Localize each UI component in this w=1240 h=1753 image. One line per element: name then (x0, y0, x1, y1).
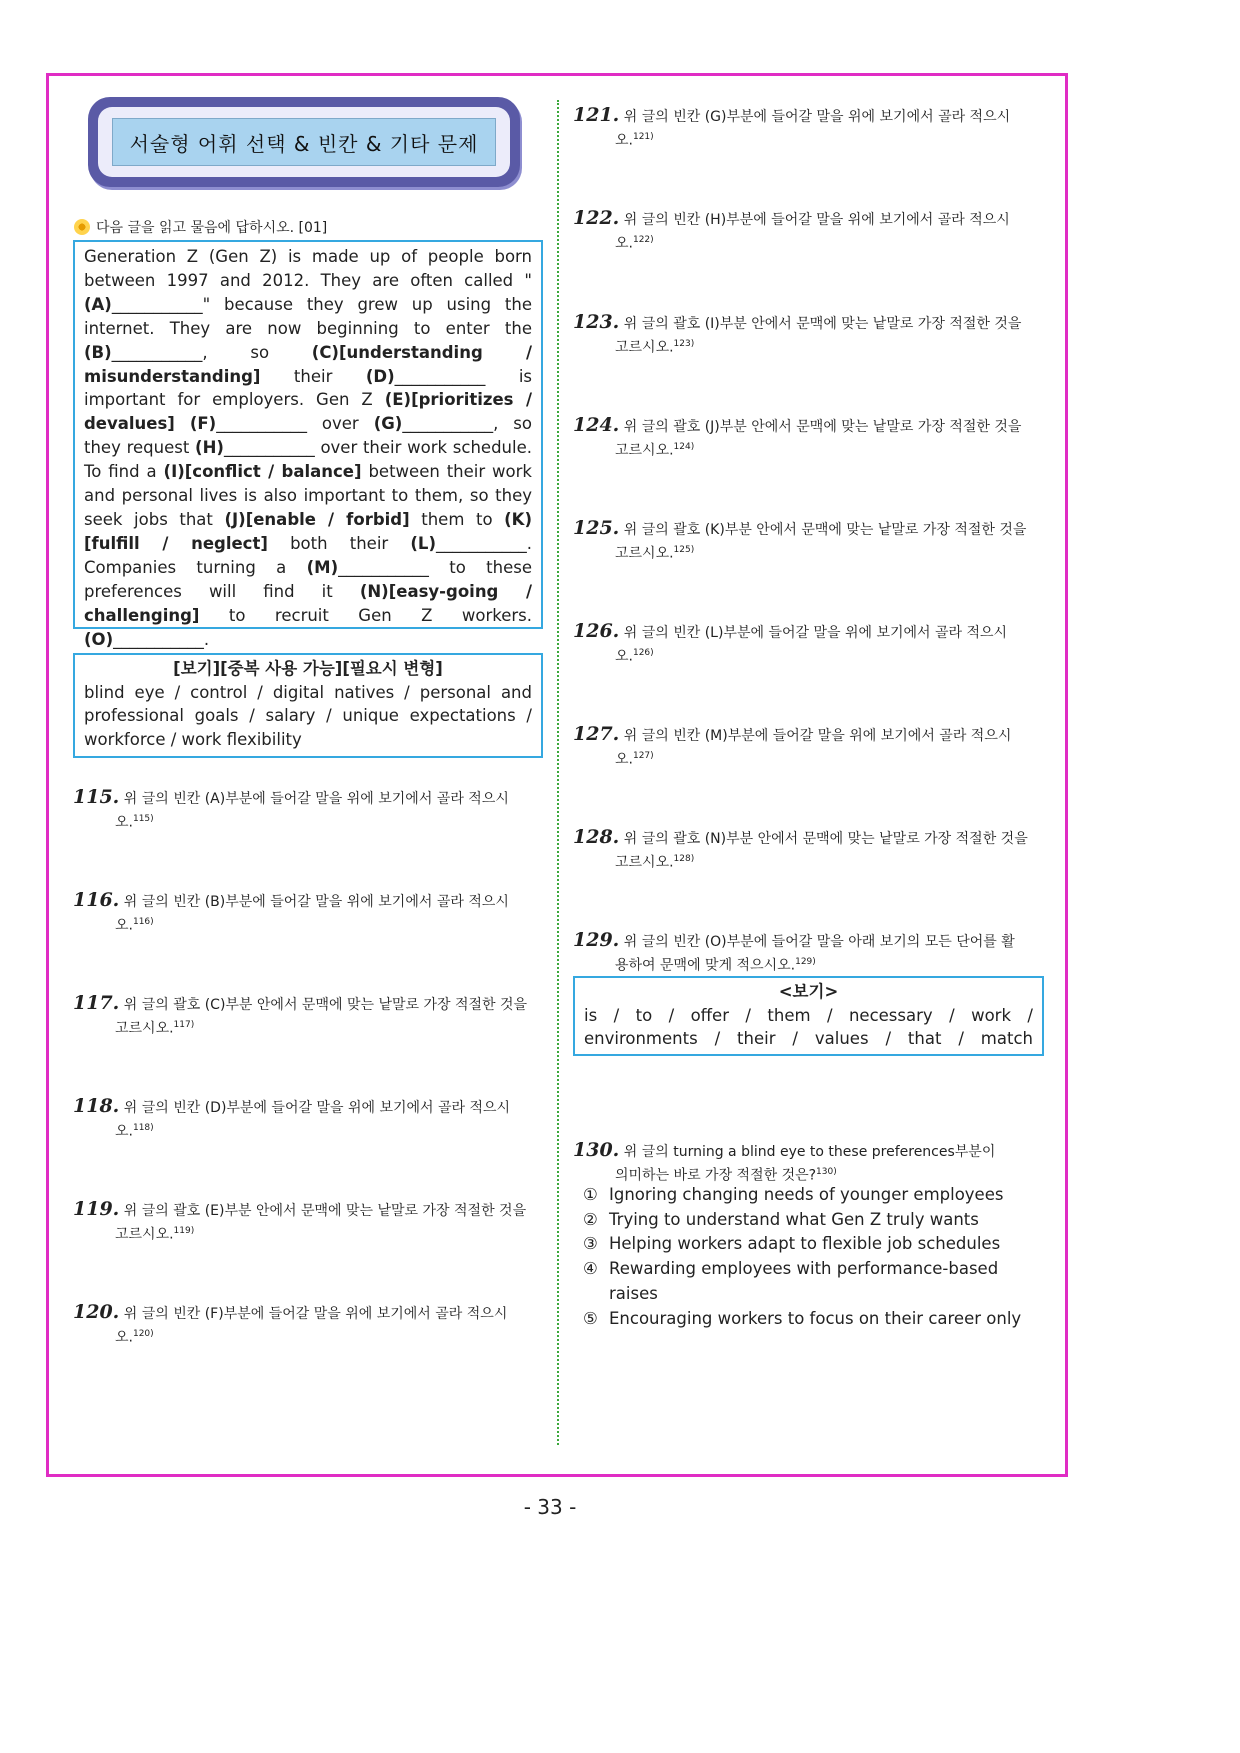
question-ref: 115) (132, 814, 154, 824)
option-2 (583, 1208, 1043, 1233)
option-text: Helping workers adapt to flexible job schedules (609, 1234, 1001, 1254)
question-number: 123. (573, 311, 620, 333)
question-text: 위 글의 turning a blind eye to these preferences부분이 (623, 1144, 996, 1160)
question-ref: 126) (632, 648, 654, 658)
passage-text: to recruit Gen Z workers. (199, 605, 532, 625)
question-129 (573, 930, 1045, 976)
question-ref: 123) (673, 339, 695, 349)
word-bank-title: [보기][중복 사용 가능][필요시 변형] (173, 659, 443, 678)
question-text: 위 글의 빈칸 (A)부분에 들어갈 말을 위에 보기에서 골라 적으시 (123, 791, 509, 807)
option-number: ③ (583, 1234, 598, 1254)
question-ref: 117) (173, 1020, 195, 1030)
passage-marker: (E)[prioritizes / devalues] (84, 390, 533, 434)
answer-options (583, 1183, 1043, 1331)
passage-marker: (F) (189, 414, 217, 434)
passage-marker: (A) (84, 294, 112, 314)
question-127 (573, 724, 1045, 770)
passage-text (175, 414, 190, 433)
passage-marker: (N)[easy-going / challenging] (84, 581, 532, 625)
question-119 (73, 1199, 543, 1245)
question-number: 118. (73, 1095, 120, 1117)
option-text: Rewarding employees with performance-based raises (609, 1259, 999, 1303)
word-bank-2-title: <보기> (778, 982, 839, 1001)
question-text-cont: 의미하는 바로 가장 적절한 것은? (615, 1167, 817, 1184)
option-3 (583, 1232, 1043, 1257)
question-text-cont: 오. (115, 814, 133, 831)
passage-marker: (K)[fulfill / neglect] (84, 509, 533, 553)
page-title: 서술형 어휘 선택 & 빈칸 & 기타 문제 (112, 118, 496, 166)
question-number: 128. (573, 826, 620, 848)
question-text-cont: 고르시오. (615, 339, 674, 356)
question-124 (573, 415, 1045, 461)
passage-text: Generation Z (Gen Z) is made up of people born between 1997 and 2012. They are often called " (84, 247, 532, 290)
question-text-cont: 고르시오. (115, 1020, 174, 1037)
question-number: 126. (573, 620, 620, 642)
question-text: 위 글의 빈칸 (G)부분에 들어갈 말을 위에 보기에서 골라 적으시 (623, 109, 1011, 125)
flower-icon (74, 219, 90, 235)
question-text: 위 글의 빈칸 (M)부분에 들어갈 말을 위에 보기에서 골라 적으시 (623, 728, 1012, 744)
question-ref: 121) (632, 132, 654, 142)
word-bank-2-line1: is / to / offer / them / necessary / work / (584, 1005, 1033, 1025)
question-text-cont: 고르시오. (615, 545, 674, 562)
page-number: - 33 - (523, 1495, 577, 1519)
question-120 (73, 1302, 543, 1348)
question-number: 124. (573, 414, 620, 436)
question-ref: 125) (673, 545, 695, 555)
question-text: 위 글의 괄호 (E)부분 안에서 문맥에 맞는 낱말로 가장 적절한 것을 (123, 1203, 527, 1219)
question-text: 위 글의 빈칸 (B)부분에 들어갈 말을 위에 보기에서 골라 적으시 (123, 894, 509, 910)
passage-marker: (G) (373, 414, 403, 434)
passage-text: both their (267, 533, 411, 553)
question-text-cont: 오. (615, 132, 633, 149)
option-number: ⑤ (583, 1308, 598, 1328)
passage-text: ___________, so (111, 342, 312, 362)
reading-passage (73, 240, 543, 649)
question-ref: 122) (632, 235, 654, 245)
passage-text: them to (409, 509, 505, 529)
question-text-cont: 용하여 문맥에 맞게 적으시오. (615, 957, 796, 974)
word-bank-2-line2: environments / their / values / that / match (584, 1029, 1033, 1048)
passage-marker: (M) (306, 557, 339, 577)
passage-marker: (H) (195, 438, 224, 458)
option-1 (583, 1183, 1043, 1208)
question-118 (73, 1096, 543, 1142)
question-text: 위 글의 괄호 (N)부분 안에서 문맥에 맞는 낱말로 가장 적절한 것을 (623, 831, 1028, 847)
question-text-cont: 오. (615, 648, 633, 665)
passage-text: ___________" because they grew up using the internet. They are now beginning to enter the (84, 294, 532, 338)
passage-text: ___________ is important for employers. Gen Z (84, 366, 532, 410)
question-126 (573, 621, 1045, 667)
question-number: 122. (573, 207, 620, 229)
question-ref: 116) (132, 917, 154, 927)
question-text: 위 글의 빈칸 (O)부분에 들어갈 말을 아래 보기의 모든 단어를 활 (623, 934, 1015, 950)
question-117 (73, 993, 543, 1039)
passage-marker: (D) (365, 366, 395, 386)
passage-text: ___________, so they request (84, 414, 533, 458)
question-text-cont: 오. (115, 917, 133, 934)
passage-text: ___________ over (216, 414, 374, 434)
question-130 (573, 1140, 1045, 1186)
question-ref: 129) (795, 957, 816, 967)
question-text-cont: 오. (615, 751, 633, 768)
question-text-cont: 고르시오. (615, 854, 674, 871)
word-bank-words: blind eye / control / digital natives / personal and professional goals / salary / unique expectations / workforce / work flexibility (84, 682, 532, 749)
option-text: Trying to understand what Gen Z truly wants (609, 1209, 979, 1229)
question-number: 120. (73, 1301, 120, 1323)
question-text: 위 글의 괄호 (C)부분 안에서 문맥에 맞는 낱말로 가장 적절한 것을 (123, 997, 528, 1013)
passage-marker: (B) (84, 342, 112, 362)
passage-marker: (I)[conflict / balance] (163, 462, 362, 482)
question-text-cont: 오. (615, 235, 633, 252)
direction-line (74, 217, 327, 237)
question-ref: 128) (673, 854, 695, 864)
title-banner (88, 97, 520, 187)
passage-marker: (L) (410, 533, 436, 553)
word-bank-box (73, 653, 543, 758)
passage-marker: (O) (84, 629, 114, 649)
passage-text: ___________. (113, 629, 210, 649)
question-123 (573, 312, 1045, 358)
question-number: 115. (73, 786, 120, 808)
option-number: ① (583, 1185, 598, 1204)
passage-text: between their work and personal lives is also important to them, so they seek jobs that (84, 462, 532, 529)
question-ref: 130) (816, 1167, 837, 1177)
question-ref: 127) (632, 751, 654, 761)
question-ref: 118) (132, 1123, 154, 1133)
option-number: ② (583, 1209, 598, 1229)
question-text: 위 글의 빈칸 (F)부분에 들어갈 말을 위에 보기에서 골라 적으시 (123, 1306, 508, 1322)
question-115 (73, 787, 543, 833)
passage-marker: (C)[understanding / misunderstanding] (84, 342, 532, 386)
question-text: 위 글의 괄호 (J)부분 안에서 문맥에 맞는 낱말로 가장 적절한 것을 (623, 419, 1022, 435)
direction-text: 다음 글을 읽고 물음에 답하시오. [01] (96, 220, 328, 236)
question-128 (573, 827, 1045, 873)
question-122 (573, 208, 1045, 254)
question-number: 116. (73, 889, 120, 911)
question-number: 121. (573, 104, 620, 126)
question-121 (573, 105, 1045, 151)
question-text-cont: 오. (115, 1123, 133, 1140)
option-text: Encouraging workers to focus on their career only (609, 1308, 1022, 1328)
question-number: 129. (573, 929, 620, 951)
passage-marker: (J)[enable / forbid] (224, 509, 410, 529)
question-text-cont: 고르시오. (115, 1226, 174, 1243)
question-text-cont: 오. (115, 1329, 133, 1346)
question-ref: 124) (673, 442, 695, 452)
passage-text: ___________ to these preferences will find it (84, 557, 532, 601)
question-number: 119. (73, 1198, 120, 1220)
question-ref: 120) (132, 1329, 154, 1339)
passage-text: ___________ over their work schedule. To find a (84, 438, 532, 482)
question-text: 위 글의 빈칸 (D)부분에 들어갈 말을 위에 보기에서 골라 적으시 (123, 1100, 511, 1116)
question-text: 위 글의 괄호 (K)부분 안에서 문맥에 맞는 낱말로 가장 적절한 것을 (623, 522, 1027, 538)
question-text: 위 글의 빈칸 (H)부분에 들어갈 말을 위에 보기에서 골라 적으시 (623, 212, 1010, 228)
column-divider (557, 100, 559, 1445)
question-125 (573, 518, 1045, 564)
question-number: 130. (573, 1139, 620, 1161)
option-number: ④ (583, 1259, 598, 1279)
question-116 (73, 890, 543, 936)
option-5 (583, 1307, 1043, 1332)
question-text: 위 글의 괄호 (I)부분 안에서 문맥에 맞는 낱말로 가장 적절한 것을 (623, 316, 1022, 332)
question-number: 127. (573, 723, 620, 745)
question-ref: 119) (173, 1226, 195, 1236)
question-number: 125. (573, 517, 620, 539)
passage-text: ___________. Companies turning a (84, 533, 532, 577)
question-text-cont: 고르시오. (615, 442, 674, 459)
question-number: 117. (73, 992, 120, 1014)
question-text: 위 글의 빈칸 (L)부분에 들어갈 말을 위에 보기에서 골라 적으시 (623, 625, 1008, 641)
option-4 (583, 1257, 1043, 1306)
word-bank-box-2 (573, 976, 1044, 1056)
option-text: Ignoring changing needs of younger employees (609, 1185, 1004, 1204)
passage-text: their (260, 366, 366, 386)
